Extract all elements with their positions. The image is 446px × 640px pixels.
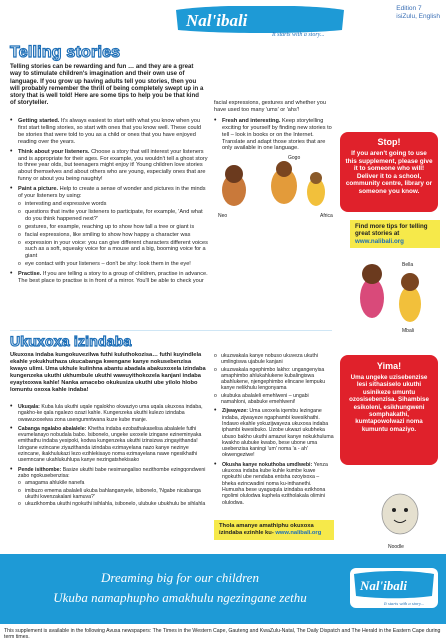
sub-tip: o gestures, for example, reaching up to show how tall a tree or giant is <box>18 224 208 231</box>
tip-fresh-interesting: • Fresh and interesting. Keep storytelling exciting for yourself by finding new stories to tell – look in books or on the Internet. Translate and adapt those stories that are only available in one language. <box>214 118 334 153</box>
telling-stories-tips-col2 <box>214 100 334 155</box>
footer-logo-mark <box>350 568 438 608</box>
footer-logo-text: Nal'ibali <box>360 578 407 593</box>
sub-tip: o ukuzikhomba ukuthi ngokuthi isihlahla, isibonelo, ulubuke ubukhulu be sihlahla <box>18 501 208 507</box>
telling-stories-tips-col1 <box>10 118 208 288</box>
label-neo: Neo <box>218 213 228 219</box>
noodle-illustration <box>372 480 428 542</box>
sub-tip: o ukuzwakala ngephimbo lakho: ungangenyisa amaphimbo ahlukahlukene kubalingiswa abahlukene, njengephimbo elincane lempuku kanye nelikhulu lengonyama <box>214 367 334 392</box>
sub-tip: o interesting and expressive words <box>18 201 208 208</box>
label-bella: Bella <box>402 262 414 268</box>
nalibali-logo <box>172 6 350 38</box>
footer-logo-tagline: It starts with a story... <box>384 601 425 606</box>
tip-practise: • Practise. If you are telling a story to a group of children, practise in advance. The best place to practise is in front of a mirror. You'll be able to check your <box>10 271 208 285</box>
ukuxoxa-title: Ukuxoxa izindaba <box>10 333 132 349</box>
label-gogo: Gogo <box>288 155 301 161</box>
label-noodle: Noodle <box>388 544 404 550</box>
ukuxoxa-tips-col1 <box>10 404 208 510</box>
tip-listeners: • Think about your listeners. Choose a story that will interest your listeners and is appropriate for their ages. For example, you wouldn't tell a ghost story to three year olds, but teenagers might enjoy it! Young children love stories about themselves and about others who are young, especially ones that are funny or about you being naughty! <box>10 149 208 184</box>
yima-box <box>340 355 438 465</box>
tip-okusha: • Okusha kanye nokuthoba umdlwebi: Yenza ukuxoxa indaba kube kuhle kumbe kuwe ngokuthi ube nendaba entsha ozoyixoxa – bheka ezincwadini noma ku-inthanethi. Humusha bese uyaguqula izindaba ezikhona ngolimi olulodwa kuphela ezitholakala olimini olulodwa. <box>214 462 334 506</box>
stop-box <box>340 132 438 212</box>
edition-languages: isiZulu, English <box>396 13 440 20</box>
stop-title: Stop! <box>377 137 401 147</box>
header <box>0 0 446 44</box>
section-divider <box>10 330 332 331</box>
label-mbali: Mbali <box>402 328 414 334</box>
tip-getting-started: • Getting started. It's always easiest to start with what you know when you first start telling stories, so start with ones that you know well. These could be stories that were told to you as a child or ones that you have enjoyed reading over the years. <box>10 118 208 146</box>
tip-ukuqala: • Ukuqala: Kuba lula ukuthi uqale ngalokho okwaziyo uma uqala ukuxoxa indaba, ngakho-ke qala ngalezo ozazi kahle. Kungenzeka ukuthi kulezo izindaba owawuxoxelwa zona usengumntwana kuze kube manje. <box>10 404 208 423</box>
sub-tip: o amagama ahlukile nanefa <box>18 480 208 486</box>
distribution-note: This supplement is available in the following Avusa newspapers: The Times in the Western Cape, Gauteng and KwaZulu-Natal, The Daily Dispatch and The Herald in the Eastern Cape during term times. <box>4 628 441 640</box>
thola-tips-text: Thola amanye amathiphu okuxoxa izindaba ezinhle ku- <box>219 523 314 536</box>
stop-body: If you aren't going to use this supplement, please give it to someone who will! Deliver it to a school, community centre, library or someone you know. <box>345 150 433 195</box>
characters-illustration <box>214 160 334 220</box>
bella-mbali-illustration <box>340 254 438 328</box>
sub-tip: o ukuzwakala kanye nobuso ukuveza ukuthi umlingiswa ujabule kanjani <box>214 353 334 366</box>
ukuxoxa-intro: Ukuxoxa indaba kungokuvezilwa futhi kuluthokozisa… futhi kuyindlela ekahle yokukhuthaza ukucabanga kwengane kanye nokusebenzisa kwayo ulimi. Uma ukhule kulinhna abantu abadala abakuxoxela izindaba kungenzeka ukuthi ukhumbule ukuthi wawuyithokozela kanjani indaba eyayixoxwa kahle! Nanka amacebo okukusiza ukuthi ube yilolo hlobo lomuntu oxoxa kahle indaba! <box>10 352 206 393</box>
label-africa: Africa <box>320 213 333 219</box>
telling-stories-title: Telling stories <box>10 44 121 61</box>
tip-zijwayeze: • Zijwayeze: Uma uxoxela iqembu lezingane indaba, zijwayeze ngaphambi kwesikhathi. Indawo ekahle yokuzijwayeza ukuxoxa indaba iphambi kwesibuko. Uzobe ukwazi ukubheka ubuso bakho ukuthi amazwi kanye nokukhuluma kwakho alubuke kwabo, bese ubone uma usebenzisa kaningi 'um' noma 'a - ah' okwengeziwe! <box>214 408 334 458</box>
thola-tips-box <box>214 520 334 540</box>
find-tips-box <box>350 220 440 248</box>
practise-continued: facial expressions, gestures and whether you have used too many 'ums' or 'ahs'! <box>214 100 326 113</box>
footer-english: Dreaming big for our children <box>101 570 259 585</box>
logo-text: Nal'ibali <box>186 11 248 30</box>
thola-tips-url[interactable]: www.nalibali.org <box>275 530 322 536</box>
sub-tip: o questions that invite your listeners to participate, for example, 'And what do you think happened next?' <box>18 209 208 223</box>
ukuxoxa-tips-col2 <box>214 352 334 509</box>
tip-cabanga: • Cabanga ngalabo abalalele: Khetha indaba ezobathakaselisa abalalele futhi evumelanayo nobudala babo. Isibonelo, ungeke uxoxele izingane ezineminyaka emithathu indaba yesipoki, kodwa kungenzeka ukuthi izinsizwa zingayithanda! Izingane ezincane ziyazithanda izindaba ezimayelana nazo kanye nezinye ezincane, ikakhulukazi lezo ezihlekisayo noma ezimayelana nawe ngesikhathi usemncane ukahlukuhlupa kanye nezingatshekisako <box>10 426 208 464</box>
yima-body: Uma ungeke uzisebenzise lesi sithasiselo ukuthi usinikeze umuntu ozosisebenzisa. Sihambise esikoleni, esikhungweni somphakathi, kumtapowolwazi noma kumuntu omaziyo. <box>349 374 429 433</box>
sub-tip: o eye contact with your listeners – don't be shy: look them in the eye! <box>18 261 208 268</box>
edition-label <box>396 5 440 21</box>
logo-tagline: It starts with a story... <box>272 32 325 38</box>
find-tips-url[interactable]: www.nalibali.org <box>355 237 404 245</box>
find-tips-text: Find more tips for telling great stories at <box>355 223 428 238</box>
telling-stories-intro: Telling stories can be rewarding and fun … and they are a great way to stimulate children's imagination and their own use of language. If you grow up having adults tell you stories, then you will probably remember the thrill of being completely swept up in a story that is well told! Here are some tips to help you be that kind of storyteller. <box>10 63 204 107</box>
sub-tip: o imibuzo emema abalaleli ukuba bahlanganyele, isibonelo, 'Ngabe nicabanga ukuthi kwenzakalani kamuva?' <box>18 488 208 501</box>
sub-tip: o ukubuka abalaleli emehlweni – ungabi namahloni, ababuke emehlweni! <box>214 393 334 406</box>
yima-title: Yima! <box>376 361 402 371</box>
edition-number: Edition 7 <box>396 5 422 12</box>
sub-tip: o expression in your voice: you can give different characters different voices such as a soft, squeaky voice for a mouse and a big, booming voice for a giant <box>18 240 208 261</box>
tip-pende: • Pende isithombe: Basize ukuthi babe nesimangaliso nezithombe ezingqondweni zabo ngokusebenzisa: o amagama ahlukile nanefa o imibuzo emema abalaleli ukuba bahlanganyele, isibonelo, 'Ngabe nicabanga ukuthi kwenzakalani kamuva?' o ukuzikhomba ukuthi ngokuthi isihlahla, isibonelo, ulubuke ubukhulu be sihlahla <box>10 467 208 508</box>
footer-logo <box>350 568 438 608</box>
footer-isizulu: Ukuba namaphupho amakhulu ngezingane zethu <box>53 590 307 605</box>
sub-tip: o facial expressions, like smiling to show how happy a character was <box>18 232 208 239</box>
tip-paint-picture: • Paint a picture. Help to create a sense of wonder and pictures in the minds of your listeners by using: o interesting and expressive words o questions that invite your listeners to participate, for example, 'And what do you think happened next?' o gestures, for example, reaching up to show how tall a tree or giant is o facial expressions, like smiling to show how happy a character was o expression in your voice: you can give different characters different voices such as a soft, squeaky voice for a mouse and a big, booming voice for a giant o eye contact with your listeners – don't be shy: look them in the eye! <box>10 186 208 268</box>
